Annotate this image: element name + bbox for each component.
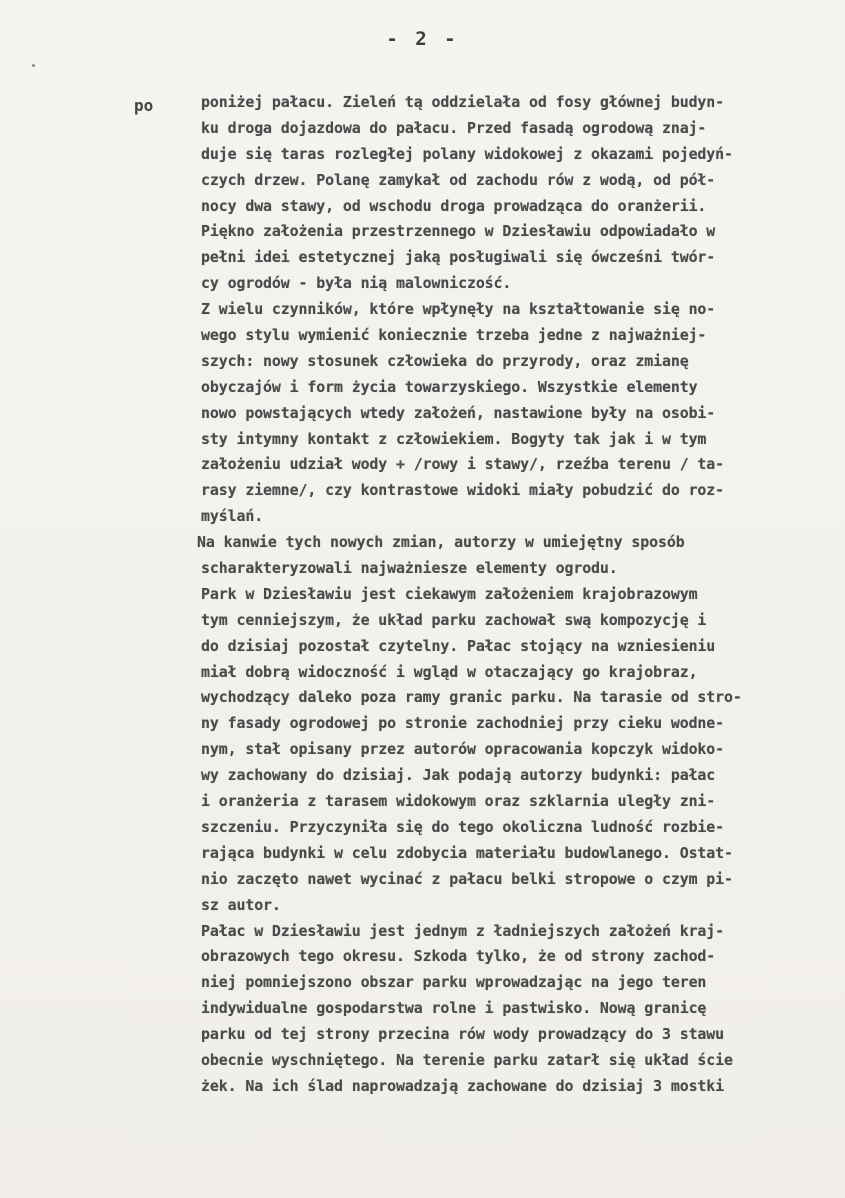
text-line: scharakteryzowali najważniesze elementy ogrodu. <box>201 559 618 578</box>
text-line: nym, stał opisany przez autorów opracowania kopczyk widoko- <box>201 740 725 759</box>
text-line: Piękno założenia przestrzennego w Dziesławiu odpowiadało w <box>201 222 716 241</box>
page-number: - 2 - <box>386 28 459 50</box>
text-line: szczeniu. Przyczyniła się do tego okoliczna ludność rozbie- <box>201 817 725 836</box>
text-line: rasy ziemne/, czy kontrastowe widoki miały pobudzić do roz- <box>201 481 725 500</box>
text-line: Pałac w Dziesławiu jest jednym z ładniejszych założeń kraj- <box>201 921 725 940</box>
text-line: czych drzew. Polanę zamykał od zachodu rów z wodą, od pół- <box>201 170 716 189</box>
text-line: indywidualne gospodarstwa rolne i pastwisko. Nową granicę <box>201 999 707 1018</box>
text-line: wego stylu wymienić koniecznie trzeba jedne z najważniej- <box>201 326 707 345</box>
text-line: ny fasady ogrodowej po stronie zachodniej przy cieku wodne- <box>201 714 725 733</box>
text-line: do dzisiaj pozostał czytelny. Pałac stojący na wzniesieniu <box>201 636 716 655</box>
text-line: nocy dwa stawy, od wschodu droga prowadząca do oranżerii. <box>201 196 707 215</box>
text-line: poniżej pałacu. Zieleń tą oddzielała od fosy głównej budyn- <box>201 93 725 111</box>
text-line: żek. Na ich ślad naprowadzają zachowane do dzisiaj 3 mostki <box>201 1076 725 1095</box>
text-line: cy ogrodów - była nią malowniczość. <box>201 274 512 293</box>
text-line: myślań. <box>201 507 264 526</box>
paper-speck <box>32 64 35 67</box>
text-line: wychodzący daleko poza ramy granic parku. Na tarasie od stro- <box>201 688 742 707</box>
text-line: obrazowych tego okresu. Szkoda tylko, że od strony zachod- <box>201 947 716 966</box>
text-line: nio zaczęto nawet wycinać z pałacu belki stropowe o czym pi- <box>201 869 733 888</box>
typed-text-body <box>197 90 831 1100</box>
text-line: duje się taras rozległej polany widokowej z okazami pojedyń- <box>201 144 733 163</box>
text-line: Park w Dziesławiu jest ciekawym założeniem krajobrazowym <box>201 584 698 603</box>
text-line: pełni idei estetycznej jaką posługiwali się ówcześni twór- <box>201 248 716 267</box>
margin-note: po <box>134 96 154 115</box>
text-line: miał dobrą widoczność i wgląd w otaczający go krajobraz, <box>201 662 698 681</box>
text-line: ku droga dojazdowa do pałacu. Przed fasadą ogrodową znaj- <box>201 118 707 137</box>
text-line: sz autor. <box>201 895 281 914</box>
text-line: rająca budynki w celu zdobycia materiału budowlanego. Ostat- <box>201 843 733 862</box>
text-line: i oranżeria z tarasem widokowym oraz szklarnia uległy zni- <box>201 792 716 811</box>
text-line: parku od tej strony przecina rów wody prowadzący do 3 stawu <box>201 1025 725 1044</box>
text-line: obyczajów i form życia towarzyskiego. Wszystkie elementy <box>201 377 698 396</box>
text-line: obecnie wyschniętego. Na terenie parku zatarł się układ ście <box>201 1050 733 1069</box>
text-line: wy zachowany do dzisiaj. Jak podają autorzy budynki: pałac <box>201 766 716 785</box>
text-line: nowo powstających wtedy założeń, nastawione były na osobi- <box>201 403 716 422</box>
text-line: Na kanwie tych nowych zmian, autorzy w umiejętny sposób <box>197 533 685 552</box>
text-line: sty intymny kontakt z człowiekiem. Bogyty tak jak i w tym <box>201 429 707 448</box>
text-line: Z wielu czynników, które wpłynęły na kształtowanie się no- <box>201 300 716 319</box>
text-line: szych: nowy stosunek człowieka do przyrody, oraz zmianę <box>201 351 689 370</box>
text-line: tym cenniejszym, że układ parku zachował swą kompozycję i <box>201 610 707 629</box>
text-line: niej pomniejszono obszar parku wprowadzając na jego teren <box>201 973 707 992</box>
text-line: założeniu udział wody + /rowy i stawy/, rzeźba terenu / ta- <box>201 455 725 474</box>
